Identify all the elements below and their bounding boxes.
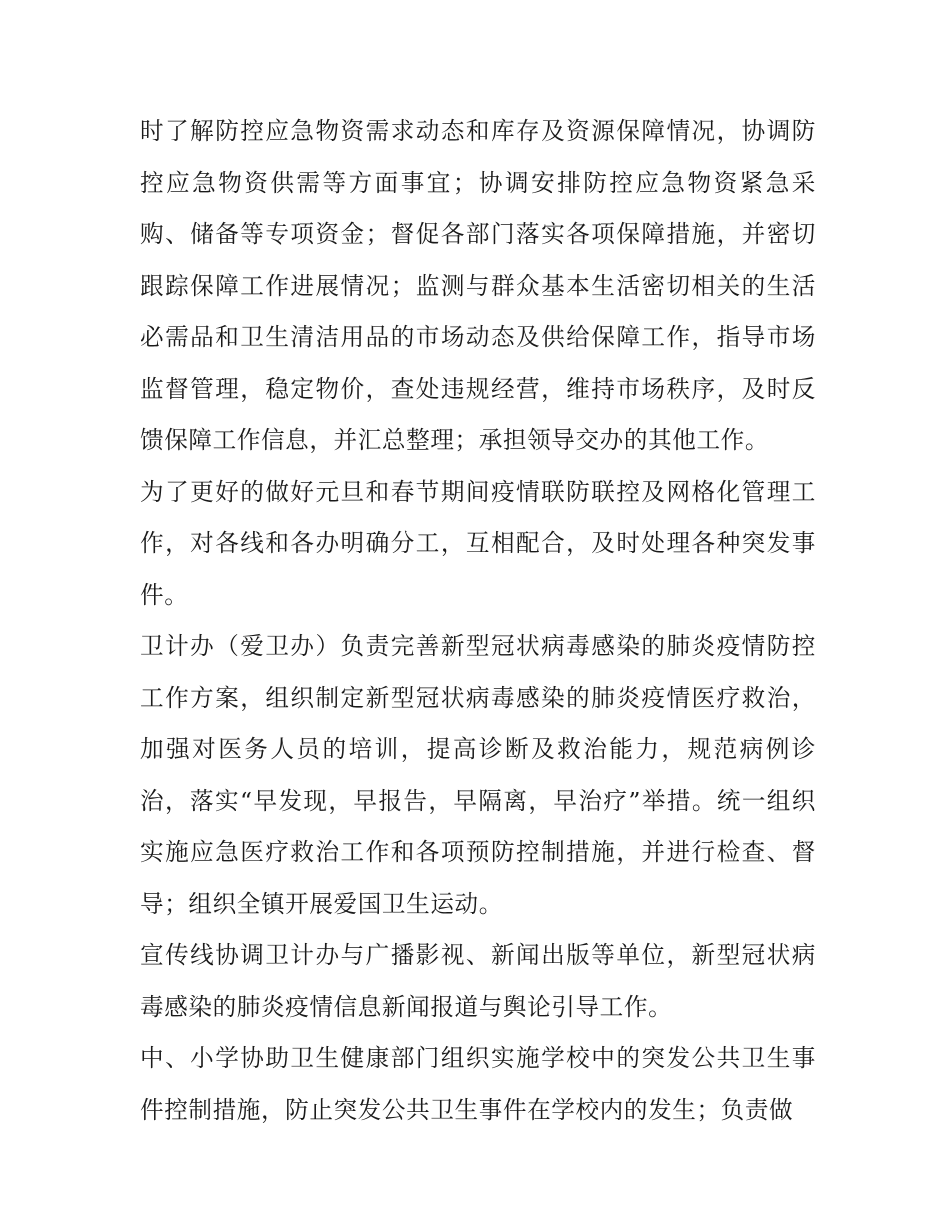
paragraph-holiday-prevention: 为了更好的做好元旦和春节期间疫情联防联控及网格化管理工作，对各线和各办明确分工，互相配合，及时处理各种突发事件。 — [140, 477, 816, 609]
document-body — [140, 106, 816, 1136]
paragraph-health-office-duties: 卫计办（爱卫办）负责完善新型冠状病毒感染的肺炎疫情防控工作方案，组织制定新型冠状病毒感染的肺炎疫情医疗救治，加强对医务人员的培训，提高诊断及救治能力，规范病例诊治，落实“早发现，早报告，早隔离，早治疗”举措。统一组织实施应急医疗救治工作和各项预防控制措施，并进行检查、督导；组织全镇开展爱国卫生运动。 — [140, 632, 816, 918]
paragraph-supplies-coordination: 时了解防控应急物资需求动态和库存及资源保障情况，协调防控应急物资供需等方面事宜；协调安排防控应急物资紧急采购、储备等专项资金；督促各部门落实各项保障措施，并密切跟踪保障工作进展情况；监测与群众基本生活密切相关的生活必需品和卫生清洁用品的市场动态及供给保障工作，指导市场监督管理，稳定物价，查处违规经营，维持市场秩序，及时反馈保障工作信息，并汇总整理；承担领导交办的其他工作。 — [140, 117, 816, 454]
paragraph-school-duties: 中、小学协助卫生健康部门组织实施学校中的突发公共卫生事件控制措施，防止突发公共卫生事件在学校内的发生；负责做 — [140, 1044, 816, 1124]
paragraph-publicity-duties: 宣传线协调卫计办与广播影视、新闻出版等单位，新型冠状病毒感染的肺炎疫情信息新闻报道与舆论引导工作。 — [140, 941, 816, 1021]
